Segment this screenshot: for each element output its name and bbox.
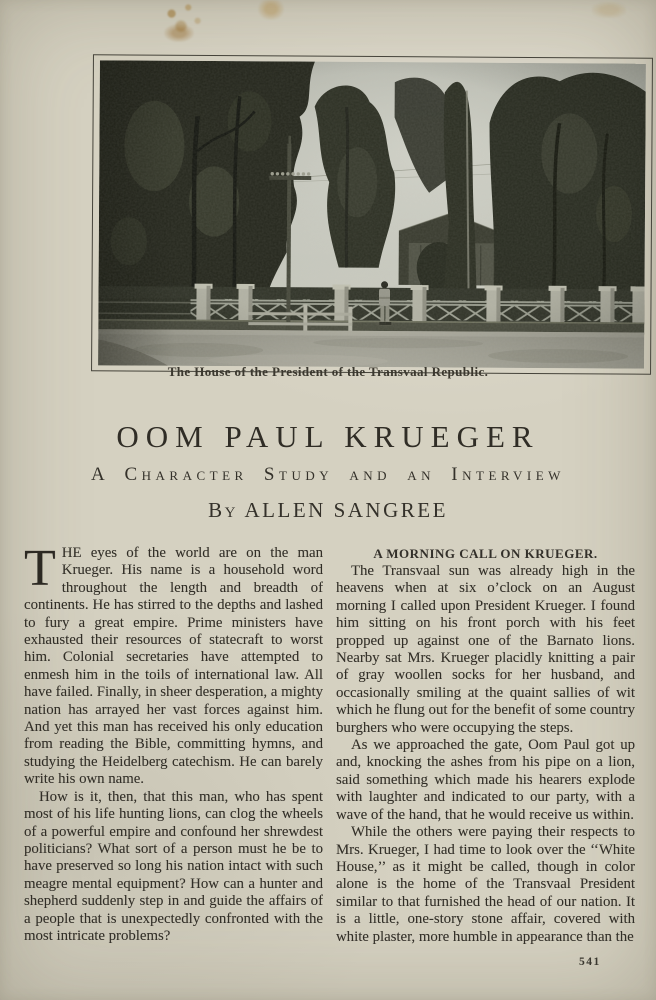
page-number: 541 <box>579 956 601 968</box>
paragraph: While the others were paying their respects to Mrs. Krueger, I had time to look over the ‘‘White House,’’ as it might be called, though in color alone is the home of the Transvaal President similar to that furnished the head of our nation. It is a little, one-story stone affair, covered with white plaster, more humble in appearance than the <box>336 824 635 945</box>
photo-caption: The House of the President of the Transvaal Republic. <box>167 364 489 379</box>
foxing-stain <box>156 1 208 37</box>
photo-frame <box>91 54 653 374</box>
article-body <box>24 545 635 995</box>
opening-text: HE eyes of the world are on the man Krueger. His name is a household word throughout the length and breadth of continents. He has stirred to the depths and lashed to fury a great empire. Prime ministers have exhausted their resources of statecraft to worst him. Colonial secretaries have attempted to enmesh him in the toils of international law. All have failed. Finally, in sheer desperation, a mighty nation has arrayed her vast forces against him. And yet this man has received his only education from reading the Bible, committing hymns, and studying the Heidelberg catechism. He can barely write his own name. <box>24 545 323 788</box>
article-title: OOM PAUL KRUEGER <box>116 419 540 454</box>
opening-paragraph <box>24 545 323 789</box>
paragraph: As we approached the gate, Oom Paul got up and, knocking the ashes from his pipe on a lion, said something which made his hearers explode with laughter and indicated to our party, with a wave of the hand, that he would receive us within. <box>336 737 635 823</box>
left-column <box>24 545 323 995</box>
foxing-stain <box>164 24 194 42</box>
foxing-stain <box>258 0 284 20</box>
right-column <box>336 545 635 995</box>
photo-illustration <box>98 60 646 368</box>
paragraph: The Transvaal sun was already high in the heavens when at six o’clock on an August morning I called upon President Krueger. I found him sitting on his front porch with his feet propped up against one of the Barnato lions. Nearby sat Mrs. Krueger placidly knitting a pair of gray woollen socks for her husband, and occasionally smiling at the quaint sallies of wit which he flung out for the benefit of some country burghers who were occupying the steps. <box>336 563 635 736</box>
drop-cap: T <box>24 545 56 597</box>
section-heading: A MORNING CALL ON KRUEGER. <box>373 546 598 561</box>
paragraph: How is it, then, that this man, who has spent most of his life hunting lions, can clog the wheels of a powerful empire and confound her shrewdest politicians? What sort of a person must he be to have preserved so long his nation intact with such meagre mental equipment? How can a hunter and shepherd suddenly step in and guide the affairs of a people that is unexpectedly confronted with the most intricate problems? <box>24 788 323 944</box>
article-byline: By ALLEN SANGREE <box>208 498 448 522</box>
article-subtitle: A Character Study and an Interview <box>91 464 565 485</box>
foxing-stain <box>592 2 626 18</box>
